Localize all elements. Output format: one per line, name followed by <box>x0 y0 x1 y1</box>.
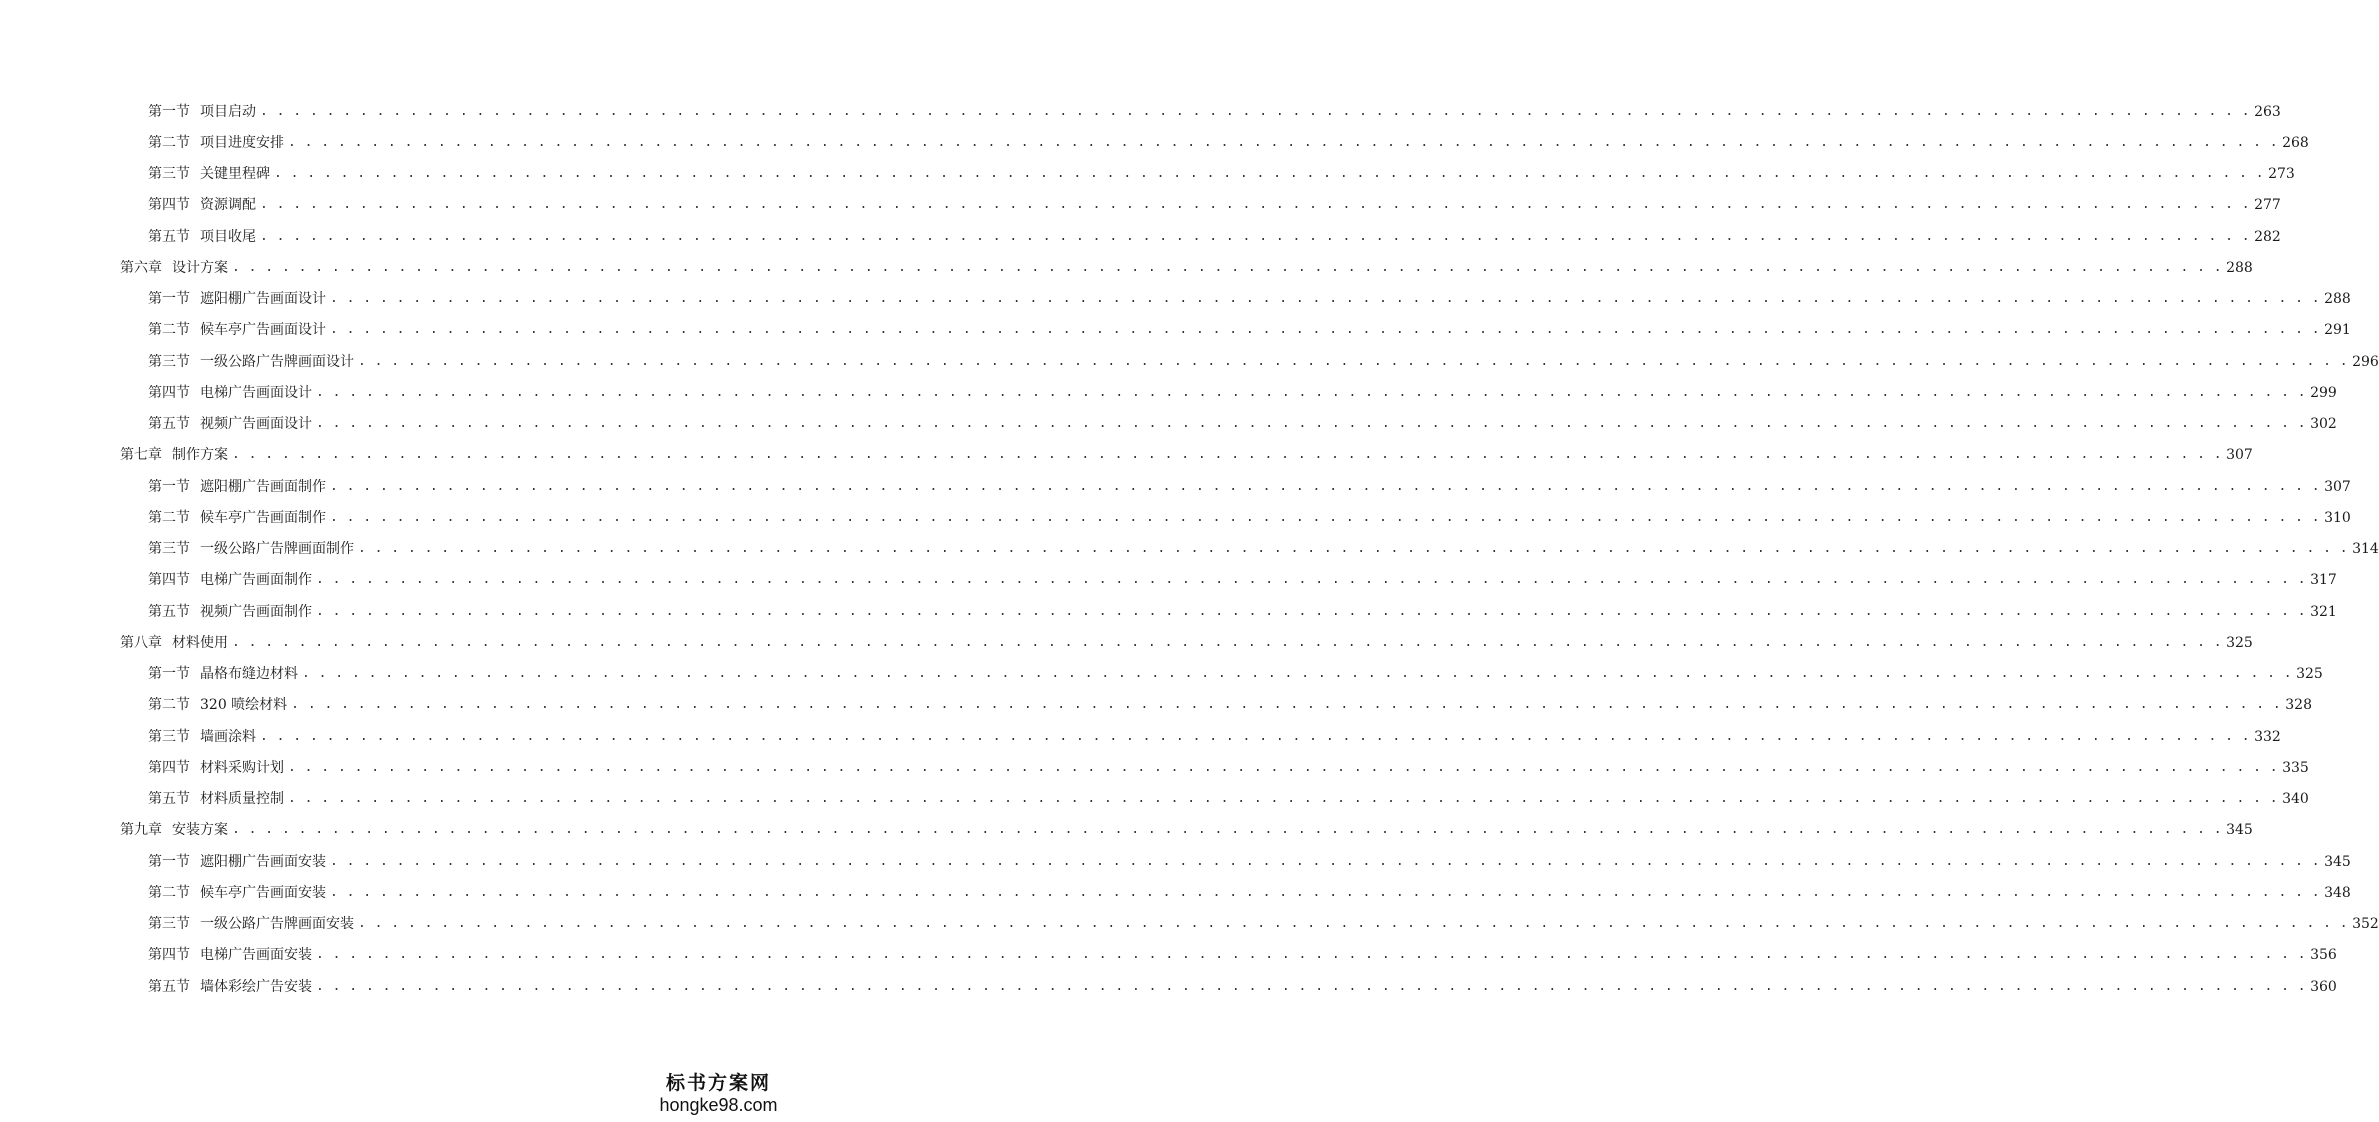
toc-entry-title: 一级公路广告牌画面设计 <box>200 353 354 370</box>
toc-section-entry[interactable] <box>0 784 2309 815</box>
toc-entry-number: 第三节 <box>148 728 190 745</box>
toc-page-number: 307 <box>2324 478 2351 495</box>
toc-chapter-entry[interactable] <box>0 815 2253 846</box>
toc-entry-title: 遮阳棚广告画面设计 <box>200 291 326 308</box>
toc-entry-number: 第三节 <box>148 166 190 183</box>
toc-page-number: 299 <box>2310 384 2337 401</box>
toc-dot-leader: . . . . . . . . . . . . . . . . . . . . . . . . . . . . . . . . . . . . . . . . . . . . . . . . . . . . . . . . . . . . . . . . . . . . . . . . . . . . . . . . . . . . . . . . . . . . . . . . . . . . . . . . . . . . . . . . . . . . . . . . <box>358 353 2349 369</box>
toc-entry-number: 第五节 <box>148 978 190 995</box>
toc-dot-leader: . . . . . . . . . . . . . . . . . . . . . . . . . . . . . . . . . . . . . . . . . . . . . . . . . . . . . . . . . . . . . . . . . . . . . . . . . . . . . . . . . . . . . . . . . . . . . . . . . . . . . . . . . . . . . . . . . . . . . . . . <box>232 634 2223 650</box>
toc-entry-title: 候车亭广告画面制作 <box>200 509 326 526</box>
watermark-name: 标书方案网 <box>665 1072 771 1094</box>
toc-chapter-entry[interactable] <box>0 252 2253 283</box>
toc-dot-leader: . . . . . . . . . . . . . . . . . . . . . . . . . . . . . . . . . . . . . . . . . . . . . . . . . . . . . . . . . . . . . . . . . . . . . . . . . . . . . . . . . . . . . . . . . . . . . . . . . . . . . . . . . . . . . . . . . . . . . . . . <box>330 291 2321 307</box>
toc-dot-leader: . . . . . . . . . . . . . . . . . . . . . . . . . . . . . . . . . . . . . . . . . . . . . . . . . . . . . . . . . . . . . . . . . . . . . . . . . . . . . . . . . . . . . . . . . . . . . . . . . . . . . . . . . . . . . . . . . . . . . . . . <box>330 853 2321 869</box>
toc-entry-title: 晶格布缝边材料 <box>200 666 298 683</box>
toc-entry-title: 项目进度安排 <box>200 134 284 151</box>
toc-dot-leader: . . . . . . . . . . . . . . . . . . . . . . . . . . . . . . . . . . . . . . . . . . . . . . . . . . . . . . . . . . . . . . . . . . . . . . . . . . . . . . . . . . . . . . . . . . . . . . . . . . . . . . . . . . . . . . . . . . . . . . . . <box>274 166 2265 182</box>
toc-page-number: 288 <box>2226 259 2253 276</box>
toc-section-entry[interactable] <box>0 565 2337 596</box>
toc-dot-leader: . . . . . . . . . . . . . . . . . . . . . . . . . . . . . . . . . . . . . . . . . . . . . . . . . . . . . . . . . . . . . . . . . . . . . . . . . . . . . . . . . . . . . . . . . . . . . . . . . . . . . . . . . . . . . . . . . . . . . . . . <box>260 197 2251 213</box>
toc-entry-title: 资源调配 <box>200 197 256 214</box>
toc-section-entry[interactable] <box>0 190 2281 221</box>
toc-page-number: 282 <box>2254 228 2281 245</box>
toc-page-number: 263 <box>2254 103 2281 120</box>
toc-dot-leader: . . . . . . . . . . . . . . . . . . . . . . . . . . . . . . . . . . . . . . . . . . . . . . . . . . . . . . . . . . . . . . . . . . . . . . . . . . . . . . . . . . . . . . . . . . . . . . . . . . . . . . . . . . . . . . . . . . . . . . . . <box>330 322 2321 338</box>
toc-page-number: 328 <box>2285 697 2312 714</box>
toc-entry-number: 第三节 <box>148 916 190 933</box>
toc-entry-title: 电梯广告画面设计 <box>200 384 312 401</box>
toc-section-entry[interactable] <box>0 877 2351 908</box>
toc-dot-leader: . . . . . . . . . . . . . . . . . . . . . . . . . . . . . . . . . . . . . . . . . . . . . . . . . . . . . . . . . . . . . . . . . . . . . . . . . . . . . . . . . . . . . . . . . . . . . . . . . . . . . . . . . . . . . . . . . . . . . . . . <box>288 759 2279 775</box>
toc-page-number: 317 <box>2310 572 2337 589</box>
toc-page-number: 356 <box>2310 947 2337 964</box>
toc-dot-leader: . . . . . . . . . . . . . . . . . . . . . . . . . . . . . . . . . . . . . . . . . . . . . . . . . . . . . . . . . . . . . . . . . . . . . . . . . . . . . . . . . . . . . . . . . . . . . . . . . . . . . . . . . . . . . . . . . . . . . . . . <box>316 947 2307 963</box>
toc-page-number: 288 <box>2324 291 2351 308</box>
toc-dot-leader: . . . . . . . . . . . . . . . . . . . . . . . . . . . . . . . . . . . . . . . . . . . . . . . . . . . . . . . . . . . . . . . . . . . . . . . . . . . . . . . . . . . . . . . . . . . . . . . . . . . . . . . . . . . . . . . . . . . . . . . . <box>330 478 2321 494</box>
toc-entry-number: 第三节 <box>148 353 190 370</box>
toc-page-number: 291 <box>2324 322 2351 339</box>
toc-entry-number: 第四节 <box>148 384 190 401</box>
toc-section-entry[interactable] <box>0 96 2281 127</box>
toc-section-entry[interactable] <box>0 940 2337 971</box>
toc-page-number: 296 <box>2352 353 2379 370</box>
toc-section-entry[interactable] <box>0 846 2351 877</box>
toc-dot-leader: . . . . . . . . . . . . . . . . . . . . . . . . . . . . . . . . . . . . . . . . . . . . . . . . . . . . . . . . . . . . . . . . . . . . . . . . . . . . . . . . . . . . . . . . . . . . . . . . . . . . . . . . . . . . . . . . . . . . . . . . <box>316 603 2307 619</box>
toc-page-number: 302 <box>2310 416 2337 433</box>
toc-page-number: 348 <box>2324 884 2351 901</box>
toc-entry-number: 第一节 <box>148 666 190 683</box>
toc-page-number: 345 <box>2226 822 2253 839</box>
toc-page-number: 340 <box>2282 791 2309 808</box>
toc-entry-number: 第三节 <box>148 541 190 558</box>
toc-entry-number: 第一节 <box>148 291 190 308</box>
toc-section-entry[interactable] <box>0 409 2337 440</box>
toc-entry-number: 第五节 <box>148 603 190 620</box>
toc-entry-number: 第二节 <box>148 884 190 901</box>
toc-dot-leader: . . . . . . . . . . . . . . . . . . . . . . . . . . . . . . . . . . . . . . . . . . . . . . . . . . . . . . . . . . . . . . . . . . . . . . . . . . . . . . . . . . . . . . . . . . . . . . . . . . . . . . . . . . . . . . . . . . . . . . . . <box>316 384 2307 400</box>
toc-entry-number: 第四节 <box>148 759 190 776</box>
toc-page-number: 273 <box>2268 166 2295 183</box>
toc-entry-number: 第五节 <box>148 791 190 808</box>
toc-entry-number: 第二节 <box>148 322 190 339</box>
toc-section-entry[interactable] <box>0 127 2309 158</box>
toc-entry-title: 墙体彩绘广告安装 <box>200 978 312 995</box>
toc-dot-leader: . . . . . . . . . . . . . . . . . . . . . . . . . . . . . . . . . . . . . . . . . . . . . . . . . . . . . . . . . . . . . . . . . . . . . . . . . . . . . . . . . . . . . . . . . . . . . . . . . . . . . . . . . . . . . . . . . . . . . . . . <box>330 509 2321 525</box>
watermark-logo <box>656 1074 781 1114</box>
toc-page-number: 310 <box>2324 509 2351 526</box>
toc-entry-number: 第一节 <box>148 478 190 495</box>
toc-section-entry[interactable] <box>0 502 2351 533</box>
toc-entry-title: 项目启动 <box>200 103 256 120</box>
toc-dot-leader: . . . . . . . . . . . . . . . . . . . . . . . . . . . . . . . . . . . . . . . . . . . . . . . . . . . . . . . . . . . . . . . . . . . . . . . . . . . . . . . . . . . . . . . . . . . . . . . . . . . . . . . . . . . . . . . . . . . . . . . . <box>288 134 2279 150</box>
toc-entry-number: 第四节 <box>148 197 190 214</box>
toc-entry-title: 材料使用 <box>172 634 228 651</box>
toc-dot-leader: . . . . . . . . . . . . . . . . . . . . . . . . . . . . . . . . . . . . . . . . . . . . . . . . . . . . . . . . . . . . . . . . . . . . . . . . . . . . . . . . . . . . . . . . . . . . . . . . . . . . . . . . . . . . . . . . . . . . . . . . <box>291 697 2282 713</box>
toc-entry-number: 第四节 <box>148 947 190 964</box>
toc-dot-leader: . . . . . . . . . . . . . . . . . . . . . . . . . . . . . . . . . . . . . . . . . . . . . . . . . . . . . . . . . . . . . . . . . . . . . . . . . . . . . . . . . . . . . . . . . . . . . . . . . . . . . . . . . . . . . . . . . . . . . . . . <box>358 541 2349 557</box>
toc-entry-number: 第五节 <box>148 228 190 245</box>
toc-dot-leader: . . . . . . . . . . . . . . . . . . . . . . . . . . . . . . . . . . . . . . . . . . . . . . . . . . . . . . . . . . . . . . . . . . . . . . . . . . . . . . . . . . . . . . . . . . . . . . . . . . . . . . . . . . . . . . . . . . . . . . . . <box>232 447 2223 463</box>
toc-entry-title: 320 喷绘材料 <box>200 697 288 714</box>
toc-page-number: 268 <box>2282 134 2309 151</box>
toc-page-number: 360 <box>2310 978 2337 995</box>
toc-entry-number: 第一节 <box>148 853 190 870</box>
toc-dot-leader: . . . . . . . . . . . . . . . . . . . . . . . . . . . . . . . . . . . . . . . . . . . . . . . . . . . . . . . . . . . . . . . . . . . . . . . . . . . . . . . . . . . . . . . . . . . . . . . . . . . . . . . . . . . . . . . . . . . . . . . . <box>288 791 2279 807</box>
toc-dot-leader: . . . . . . . . . . . . . . . . . . . . . . . . . . . . . . . . . . . . . . . . . . . . . . . . . . . . . . . . . . . . . . . . . . . . . . . . . . . . . . . . . . . . . . . . . . . . . . . . . . . . . . . . . . . . . . . . . . . . . . . . <box>260 103 2251 119</box>
toc-entry-number: 第二节 <box>148 509 190 526</box>
toc-section-entry[interactable] <box>0 690 2312 721</box>
toc-page-number: 314 <box>2352 541 2379 558</box>
toc-dot-leader: . . . . . . . . . . . . . . . . . . . . . . . . . . . . . . . . . . . . . . . . . . . . . . . . . . . . . . . . . . . . . . . . . . . . . . . . . . . . . . . . . . . . . . . . . . . . . . . . . . . . . . . . . . . . . . . . . . . . . . . . <box>232 822 2223 838</box>
toc-section-entry[interactable] <box>0 471 2351 502</box>
toc-chapter-entry[interactable] <box>0 440 2253 471</box>
watermark-domain: hongke98.com <box>659 1095 778 1115</box>
toc-entry-title: 遮阳棚广告画面安装 <box>200 853 326 870</box>
toc-section-entry[interactable] <box>0 659 2323 690</box>
toc-entry-title: 安装方案 <box>172 822 228 839</box>
toc-entry-title: 候车亭广告画面安装 <box>200 884 326 901</box>
toc-dot-leader: . . . . . . . . . . . . . . . . . . . . . . . . . . . . . . . . . . . . . . . . . . . . . . . . . . . . . . . . . . . . . . . . . . . . . . . . . . . . . . . . . . . . . . . . . . . . . . . . . . . . . . . . . . . . . . . . . . . . . . . . <box>316 416 2307 432</box>
toc-entry-title: 电梯广告画面安装 <box>200 947 312 964</box>
toc-section-entry[interactable] <box>0 159 2295 190</box>
toc-page-number: 345 <box>2324 853 2351 870</box>
toc-section-entry[interactable] <box>0 909 2379 940</box>
toc-entry-title: 视频广告画面制作 <box>200 603 312 620</box>
toc-entry-title: 材料质量控制 <box>200 791 284 808</box>
toc-dot-leader: . . . . . . . . . . . . . . . . . . . . . . . . . . . . . . . . . . . . . . . . . . . . . . . . . . . . . . . . . . . . . . . . . . . . . . . . . . . . . . . . . . . . . . . . . . . . . . . . . . . . . . . . . . . . . . . . . . . . . . . . <box>316 572 2307 588</box>
toc-dot-leader: . . . . . . . . . . . . . . . . . . . . . . . . . . . . . . . . . . . . . . . . . . . . . . . . . . . . . . . . . . . . . . . . . . . . . . . . . . . . . . . . . . . . . . . . . . . . . . . . . . . . . . . . . . . . . . . . . . . . . . . . <box>260 228 2251 244</box>
toc-dot-leader: . . . . . . . . . . . . . . . . . . . . . . . . . . . . . . . . . . . . . . . . . . . . . . . . . . . . . . . . . . . . . . . . . . . . . . . . . . . . . . . . . . . . . . . . . . . . . . . . . . . . . . . . . . . . . . . . . . . . . . . . <box>302 666 2293 682</box>
toc-entry-title: 遮阳棚广告画面制作 <box>200 478 326 495</box>
toc-section-entry[interactable] <box>0 752 2309 783</box>
toc-page-number: 352 <box>2352 916 2379 933</box>
toc-page-number: 325 <box>2226 634 2253 651</box>
toc-entry-number: 第二节 <box>148 697 190 714</box>
toc-dot-leader: . . . . . . . . . . . . . . . . . . . . . . . . . . . . . . . . . . . . . . . . . . . . . . . . . . . . . . . . . . . . . . . . . . . . . . . . . . . . . . . . . . . . . . . . . . . . . . . . . . . . . . . . . . . . . . . . . . . . . . . . <box>316 978 2307 994</box>
toc-entry-title: 一级公路广告牌画面安装 <box>200 916 354 933</box>
toc-entry-title: 制作方案 <box>172 447 228 464</box>
toc-chapter-entry[interactable] <box>0 627 2253 658</box>
toc-dot-leader: . . . . . . . . . . . . . . . . . . . . . . . . . . . . . . . . . . . . . . . . . . . . . . . . . . . . . . . . . . . . . . . . . . . . . . . . . . . . . . . . . . . . . . . . . . . . . . . . . . . . . . . . . . . . . . . . . . . . . . . . <box>260 728 2251 744</box>
toc-page-number: 277 <box>2254 197 2281 214</box>
toc-entry-number: 第一节 <box>148 103 190 120</box>
table-of-contents <box>0 96 2379 1002</box>
toc-entry-title: 材料采购计划 <box>200 759 284 776</box>
toc-entry-number: 第五节 <box>148 416 190 433</box>
toc-entry-title: 视频广告画面设计 <box>200 416 312 433</box>
toc-entry-number: 第九章 <box>120 822 162 839</box>
toc-section-entry[interactable] <box>0 346 2379 377</box>
toc-section-entry[interactable] <box>0 721 2281 752</box>
toc-page-number: 325 <box>2296 666 2323 683</box>
toc-page-number: 307 <box>2226 447 2253 464</box>
toc-section-entry[interactable] <box>0 596 2337 627</box>
toc-entry-number: 第七章 <box>120 447 162 464</box>
toc-section-entry[interactable] <box>0 971 2337 1002</box>
toc-entry-title: 电梯广告画面制作 <box>200 572 312 589</box>
toc-page-number: 335 <box>2282 759 2309 776</box>
toc-section-entry[interactable] <box>0 221 2281 252</box>
toc-page-number: 332 <box>2254 728 2281 745</box>
toc-section-entry[interactable] <box>0 315 2351 346</box>
toc-section-entry[interactable] <box>0 284 2351 315</box>
toc-dot-leader: . . . . . . . . . . . . . . . . . . . . . . . . . . . . . . . . . . . . . . . . . . . . . . . . . . . . . . . . . . . . . . . . . . . . . . . . . . . . . . . . . . . . . . . . . . . . . . . . . . . . . . . . . . . . . . . . . . . . . . . . <box>330 884 2321 900</box>
toc-entry-number: 第八章 <box>120 634 162 651</box>
toc-dot-leader: . . . . . . . . . . . . . . . . . . . . . . . . . . . . . . . . . . . . . . . . . . . . . . . . . . . . . . . . . . . . . . . . . . . . . . . . . . . . . . . . . . . . . . . . . . . . . . . . . . . . . . . . . . . . . . . . . . . . . . . . <box>232 259 2223 275</box>
toc-section-entry[interactable] <box>0 377 2337 408</box>
toc-entry-title: 一级公路广告牌画面制作 <box>200 541 354 558</box>
toc-dot-leader: . . . . . . . . . . . . . . . . . . . . . . . . . . . . . . . . . . . . . . . . . . . . . . . . . . . . . . . . . . . . . . . . . . . . . . . . . . . . . . . . . . . . . . . . . . . . . . . . . . . . . . . . . . . . . . . . . . . . . . . . <box>358 916 2349 932</box>
toc-entry-title: 墙画涂料 <box>200 728 256 745</box>
toc-section-entry[interactable] <box>0 534 2379 565</box>
toc-page-number: 321 <box>2310 603 2337 620</box>
toc-entry-number: 第四节 <box>148 572 190 589</box>
toc-entry-title: 项目收尾 <box>200 228 256 245</box>
toc-entry-title: 候车亭广告画面设计 <box>200 322 326 339</box>
toc-entry-title: 关键里程碑 <box>200 166 270 183</box>
toc-entry-number: 第二节 <box>148 134 190 151</box>
toc-entry-title: 设计方案 <box>172 259 228 276</box>
toc-entry-number: 第六章 <box>120 259 162 276</box>
